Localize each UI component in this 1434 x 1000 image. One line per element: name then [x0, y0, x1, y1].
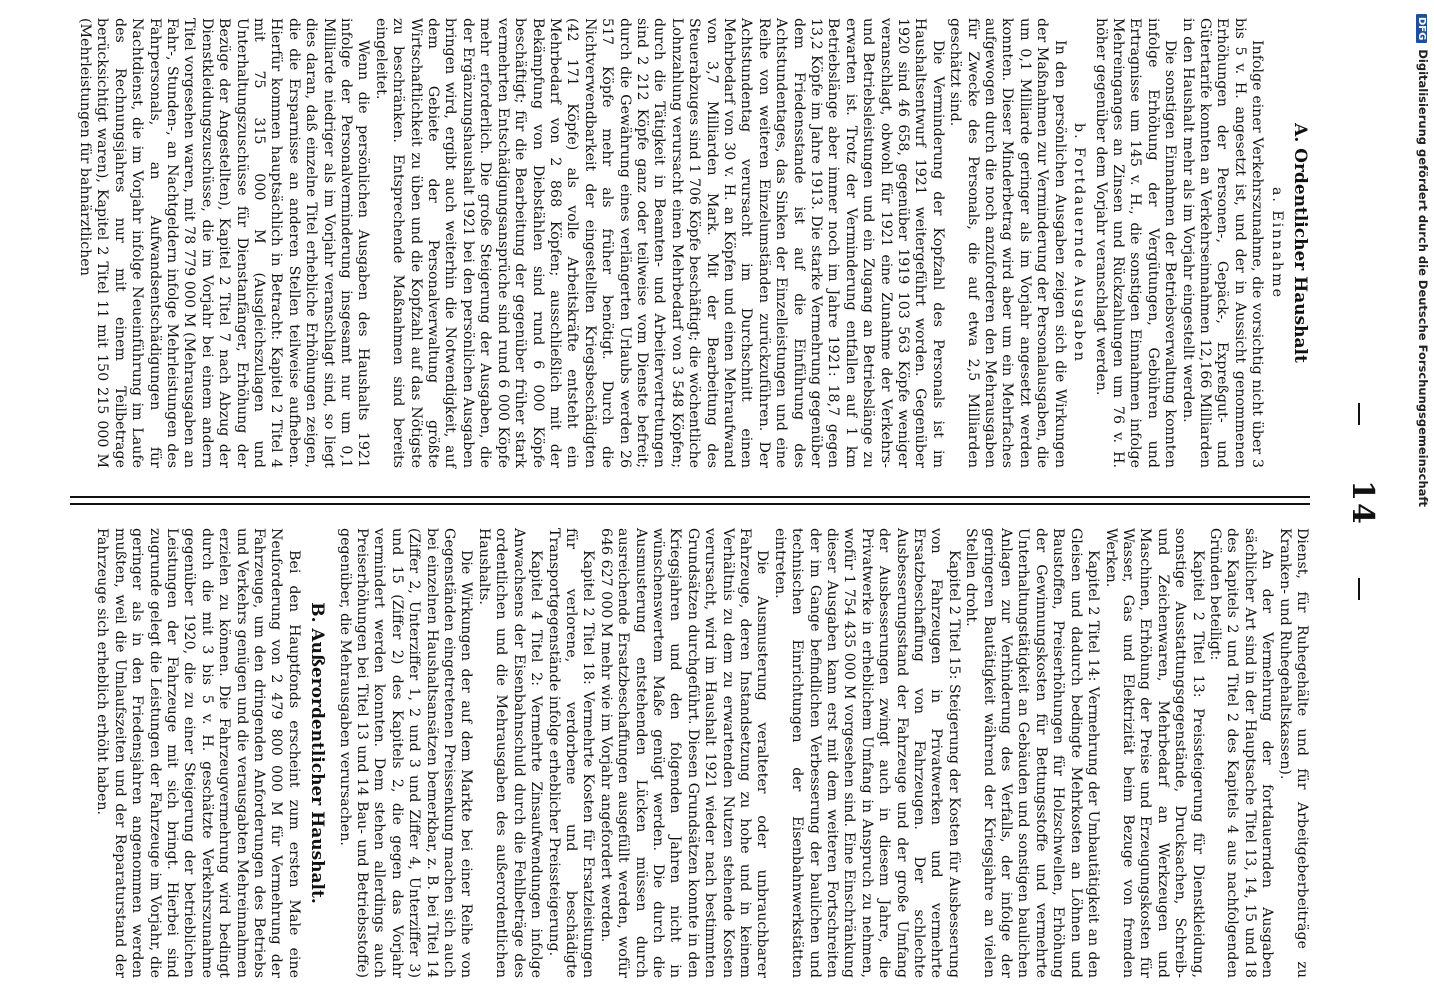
- paragraph: Die Verminderung der Kopfzahl des Personals ist im Haushaltsentwurf 1921 weitergeführt worden. Gegenüber 1920 sind 46 658, gegenüber 1919 103 563 Köpfe weniger veranschlagt, obwohl für 1921 eine Zunahme der Verkehrs- und Betriebsleistungen und ein Zugang an Betriebslänge zu erwarten ist. Trotz der Verminderung entfallen auf 1 km Betriebslänge aber immer noch im Jahre 1921: 18,7 gegen 13,2 Köpfe im Jahre 1913. Die starke Vermehrung gegenüber dem Friedensstande ist auf die Einführung des Achtstundentages, das Sinken der Einzelleistungen und eine Reihe von weiteren Einzelumständen zurückzuführen. Der Achtstundentag verursacht im Durchschnitt einen Mehrbedarf von 30 v. H. an Köpfen und einen Mehraufwand von 3,7 Milliarden Mark. Mit der Bearbeitung des Steuerabzuges sind 1 706 Köpfe beschäftigt; die wöchentliche Lohnzahlung verursacht einen Mehrbedarf von 3 548 Köpfen; durch die Tätigkeit in Beamten- und Arbeitervertretungen sind 2 212 Köpfe ganz oder teilweise vom Dienste befreit; durch die Gewährung eines verlängerten Urlaubs werden 26 517 Köpfe mehr als früher benötigt. Durch die Nichtverwendbarkeit der eingestellten Kriegsbeschädigten (42 171 Köpfe) als volle Arbeitskräfte entsteht ein Mehrbedarf von 2 868 Köpfen; ausschließlich mit der Bekämpfung von Diebstählen sind rund 6 000 Köpfe beschäftigt; für die Bearbeitung der gegenüber früher stark vermehrten Entschädigungsansprüche sind rund 6 000 Köpfe mehr erforderlich. Die große Steigerung der Ausgaben, die der Ergänzungshaushalt 1921 bei den persönlichen Ausgaben bringen wird, ergibt auch weiterhin die Notwendigkeit, auf dem Gebiete der Personalverwaltung größte Wirtschaftlichkeit zu üben und die Kopfzahl auf das Nötigste zu beschränken. Entsprechende Maßnahmen sind bereits eingeleitet.: [372, 18, 946, 468]
- header-dash-left: [1358, 403, 1360, 425]
- paragraph: Die sonstigen Einnahmen der Betriebsverwaltung konnten infolge Erhöhung der Vergütungen, Gebühren und Ertragnisse um 145 v. H., die sonstigen Einnahmen infolge Mehreinganges an Zinsen und Rückzahlungen um 76 v. H. höher gegenüber dem Vorjahr veranschlagt werden.: [1092, 18, 1179, 468]
- header-dash-right: [1358, 578, 1360, 600]
- paragraph: An der Vermehrung der fortdauernden Ausgaben sächlicher Art sind in der Hauptsache Titel 13, 14, 15 und 18 des Kapitels 2 und Titel 2 des Kapitels 4 aus nachfolgenden Gründen beteiligt:: [1206, 528, 1276, 978]
- paragraph: Infolge einer Verkehrszunahme, die vorsichtig nicht über 3 bis 5 v. H. angesetzt ist, und der in Aussicht genommenen Erhöhungen der Personen-, Gepäck-, Expreßgut- und Gütertarife konnten an Verkehrseinnahmen 12,166 Milliarden in den Haushalt mehr als im Vorjahr eingestellt werden.: [1179, 18, 1266, 468]
- paragraph: Kapitel 2 Titel 18: Vermehrte Kosten für Ersatzleistungen für verlorene, verdorbene und beschädigte Transportgegenstände infolge erheblicher Preissteigerung.: [545, 528, 597, 978]
- paragraph: Kapitel 2 Titel 15: Steigerung der Kosten für Ausbesserung von Fahrzeugen in Privatwerken und vermehrte Ersatzbeschaffung von Fahrzeugen. Der schlechte Ausbesserungsstand der Fahrzeuge und der große Umfang der Ausbesserungen zwingt auch in diesem Jahre, die Privatwerke in erheblichem Umfang in Anspruch zu nehmen, wofür 1 754 435 000 M vorgesehen sind. Eine Einschränkung dieser Ausgaben kann erst mit dem weiteren Fortschreiten der im Gange befindlichen Verbesserung der baulichen und technischen Einrichtungen der Eisenbahnwerkstätten eintreten.: [771, 528, 962, 978]
- page-number: 14: [1345, 480, 1380, 526]
- digitization-credit: [1408, 0, 1432, 1000]
- paragraph: Kapitel 4 Titel 2: Vermehrte Zinsaufwendungen infolge Anwachsens der Eisenbahnschuld durch die Fehlbeträge des ordentlichen und die Mehrausgaben des außerordentlichen Haushalts.: [475, 528, 545, 978]
- paragraph: In den persönlichen Ausgaben zeigen sich die Wirkungen der Maßnahmen zur Verminderung der Personalausgaben, die um 0,1 Milliarde geringer als im Vorjahr angesetzt werden konnten. Dieser Minderbetrag wird aber um ein Mehrfaches aufgewogen durch die noch anzuforderen den Mehrausgaben für Zwecke des Personals, die auf etwa 2,5 Milliarden geschätzt sind.: [947, 18, 1068, 468]
- subsection-b-title: b. Fortdauernde Ausgaben: [1071, 123, 1088, 363]
- paragraph: Kapitel 2 Titel 14: Vermehrung der Umbautätigkeit an den Gleisen und dadurch bedingte Mehrkosten an Löhnen und Baustoffen, Preiserhöhungen für Holzschwellen, Erhöhung der Gewinnungskosten für Bettungsstoffe und vermehrte Unterhaltungstätigkeit an Gebäuden und sonstigen baulichen Anlagen zur Verhinderung des Verfalls, der infolge der geringeren Bautätigkeit während der Kriegsjahre an vielen Stellen droht.: [963, 528, 1102, 978]
- paragraph: Die Ausmusterung veralteter oder unbrauchbarer Fahrzeuge, deren Instandsetzung zu hohe und in keinem Verhältnis zu dem zu erwartenden Nutzen stehende Kosten verursacht, wird im Haushalt 1921 wieder nach bestimmten Grundsätzen durchgeführt. Diesen Grundsätzen konnte in den Kriegsjahren und den folgenden Jahren nicht in wünschenswertem Maße genügt werden. Die durch die Ausmusterung entstehenden Lücken müssen durch ausreichende Ersatzbeschaffungen ausgefüllt werden, wofür 646 627 000 M mehr wie im Vorjahr angefordert werden.: [597, 528, 771, 978]
- rotated-page-content: [76, 18, 1380, 986]
- column-divider: [70, 496, 1310, 505]
- right-column: [93, 528, 1310, 978]
- subsection-a-title: a. Einnahme: [1268, 186, 1285, 300]
- left-column: [76, 18, 1310, 468]
- page-header: [1320, 18, 1380, 986]
- credit-text: Digitalisierung gefördert durch die Deutsche Forschungsgemeinschaft: [1416, 49, 1430, 507]
- section-a-title: A. Ordentlicher Haushalt: [1290, 123, 1310, 363]
- paragraph: Die Wirkungen der auf dem Markte bei einer Reihe von Gegenständen eingetretenen Preissenkung machen sich auch bei einzelnen Haushaltsansätzen bemerkbar, z. B. bei Titel 14 (Ziffer 2, Unterziffer 1, 2 und 3 und Ziffer 4, Unterziffer 3) und 15 (Ziffer 2) des Kapitels 2, die gegen das Vorjahr vermindert werden konnten. Dem stehen allerdings auch Preiserhöhungen bei Titel 13 und 14 Bau- und Betriebsstoffe) gegenüber, die Mehrausgaben verursachen.: [336, 528, 475, 978]
- paragraph: Dienst, für Ruhegehälte und für Arbeitgeberbeiträge zu Kranken- und Ruhegehaltskassen).: [1276, 528, 1310, 978]
- paragraph: Kapitel 2 Titel 13: Preissteigerung für Dienstkleidung, sonstige Ausstattungsgegenstände, Drucksachen, Schreib- und Zeichenwaren, Mehrbedarf an Werkzeugen und Maschinen, Erhöhung der Preise und Erzeugungskosten für Wasser, Gas und Elektrizität beim Bezuge von fremden Werken.: [1102, 528, 1206, 978]
- section-b-title: B. Außerordentlicher Haushalt.: [307, 602, 328, 904]
- paragraph: Bei den Hauptfonds erscheint zum ersten Male eine Neuforderung von 2 479 800 000 M für Vermehrung der Fahrzeuge, um den dringenden Anforderungen des Betriebs und Verkehrs genügen und die verausgabten Mehreinnahmen erzielen zu können. Die Fahrzeugvermehrung wird bedingt durch die mit 3 bis 5 v. H. geschätzte Verkehrszunahme gegenüber 1920, die zu einer Steigerung der betrieblichen Leistungen der Fahrzeuge mit sich bringt. Hierbei sind zugrunde gelegt die Leistungen der Fahrzeuge im Vorjahr, die geringer als in den Friedensjahren angenommen werden mußten, weil die Umlaufszeiten und der Reparaturstand der Fahrzeuge sich erheblich erhöht haben.: [94, 528, 302, 978]
- paragraph: Wenn die persönlichen Ausgaben des Haushalts 1921 infolge der Personalverminderung insgesamt nur um 0,1 Milliarde niedriger als im Vorjahr veranschlagt sind, so liegt dies daran, daß einzelne Titel erhebliche Erhöhungen zeigen, die die Ersparnisse an anderen Stellen teilweise aufheben. Hierfür kommen hauptsächlich in Betracht: Kapitel 2 Titel 4 mit 75 315 000 M (Ausgleichszulagen und Unterhaltungszuschüsse für Dienstanfänger, Erhöhung der Bezüge der Angestellten), Kapitel 2 Titel 7 nach Abzug der Dienstkleidungszuschüsse, die im Vorjahr bei einem andern Titel vorgesehen waren, mit 78 779 000 M (Mehrausgaben an Fahr-, Stunden-, an Nachtgeldern infolge Mehrleistungen des Fahrpersonals, an Aufwandsentschädigungen für Nachtdienst, die im Vorjahr infolge Neueinführung im Laufe des Rechnungsjahres nur mit einem Teilbetrage berücksichtigt waren), Kapitel 2 Titel 11 mit 150 215 000 M (Mehrleistungen für bahnärztlichen: [76, 18, 372, 468]
- dfg-logo: DFG: [1416, 14, 1427, 43]
